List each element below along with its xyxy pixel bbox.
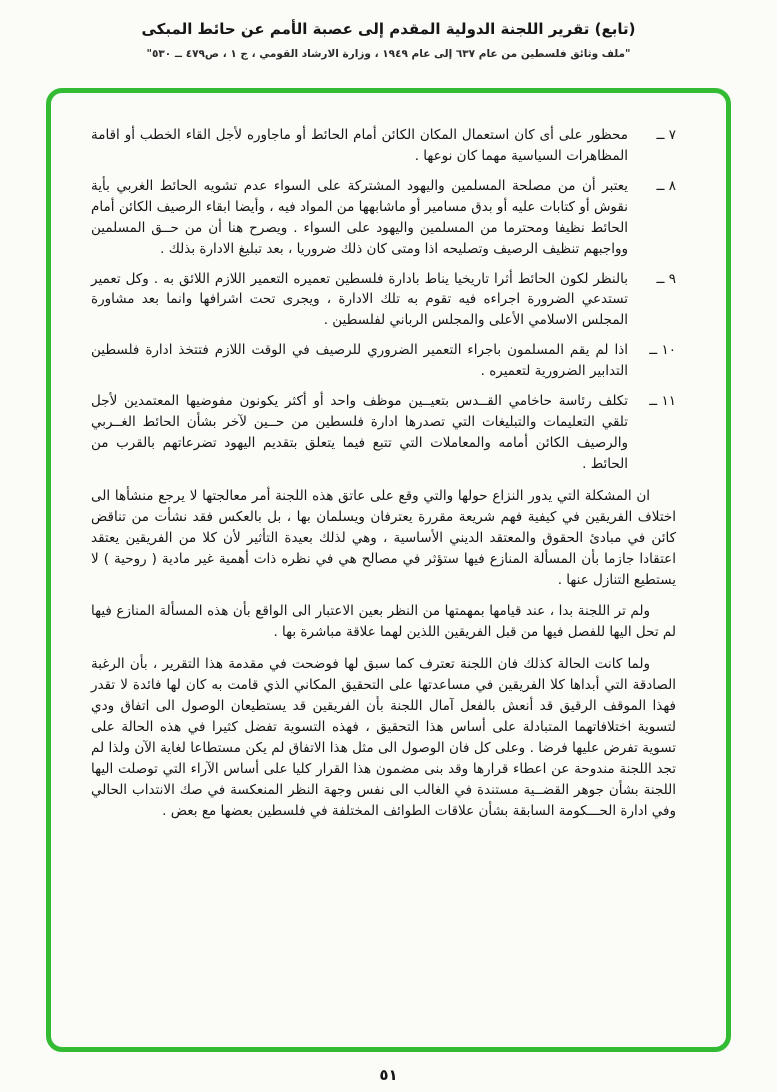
numbered-paragraph: [91, 176, 676, 260]
item-number: ٧ ــ: [656, 127, 676, 143]
body-paragraph: ان المشكلة التي يدور النزاع حولها والتي وقع على عاتق هذه اللجنة أمر معالجتها لا يرجع منشأها الى اختلاف الفريقين في كيفية فهم شريعة مقررة يعترفان ويسلمان بها ، بل بالعكس فقد نشأت من تناقض كائن في مبادئ الحقوق والمعتقد الديني الأساسية ، وهي لذلك بعيدة التأثير لأن كلا من الفريقين يعتقد اعتقادا جازما بأن المسألة المنازع فيها ستؤثر في مصالح هي في نظره ذات أهمية غير مادية ( روحية ) لا يستطيع التنازل عنها .: [91, 487, 676, 588]
document-title: (تابع) تقرير اللجنة الدولية المقدم إلى عصبة الأمم عن حائط المبكى: [141, 20, 636, 38]
source-citation: "ملف وثائق فلسطين من عام ٦٣٧ إلى عام ١٩٤٩ ، وزارة الارشاد القومي ، ج ١ ، ص٤٧٩ ــ ٥٣٠": [146, 48, 631, 60]
item-text: اذا لم يقم المسلمون باجراء التعمير الضروري للرصيف في الوقت اللازم فتتخذ ادارة فلسطين التدابير الضرورية لتعميره .: [91, 342, 628, 380]
body-paragraph: ولما كانت الحالة كذلك فان اللجنة تعترف كما سبق لها فوضحت في مقدمة هذا التقرير ، بأن الرغبة الصادقة التي أبداها كلا الفريقين في مساعدتها على التحقيق المكاني الذي قامت به كان لها فائدة لا تقدر فهذا الموقف الرقيق قد أنعش بالفعل آمال اللجنة بأن الفريقين قد يستطيعان الوصول الى اتفاق ودي لتسوية اختلافاتهما المتبادلة على أساس هذا التحقيق ، فهذه التسوية تفضل كثيرا في هذه الحالة على تسوية تفرض عليها فرضا . وعلى كل فان الوصول الى مثل هذا الاتفاق لم يكن مستطاعا لغاية الآن ولذا لم تجد اللجنة مندوحة عن اعطاء قرارها وقد بنى مضمون هذا القرار كليا على أساس الآراء التي توصلت اليها اللجنة بشأن جوهر القضــية مستندة في الغالب الى نفس وجهة النظر المنعكسة في صك الانتداب الحالي وفي ادارة الحـــكومة السابقة بشأن علاقات الطوائف المختلفة في فلسطين بعضها مع بعض .: [91, 656, 676, 819]
green-highlight-frame: [46, 88, 731, 1052]
item-text: بالنظر لكون الحائط أثرا تاريخيا يناط بادارة فلسطين تعميره التعمير اللازم اللائق به . وكل تعمير تستدعي الضرورة اجراءه فيه تقوم به تلك الادارة ، ويجرى تحت اشرافها وانما بعد مشاورة المجلس الاسلامي الأعلى والمجلس الرباني لفلسطين .: [91, 270, 628, 329]
item-text: محظور على أى كان استعمال المكان الكائن أمام الحائط أو ماجاوره لأجل القاء الخطب أو اقامة المظاهرات السياسية مهما كان نوعها .: [91, 127, 628, 164]
numbered-paragraph: [91, 125, 676, 167]
numbered-paragraph: [91, 391, 676, 475]
document-body: [51, 93, 726, 1047]
page-number: ٥١: [379, 1066, 398, 1084]
page-header: [0, 20, 777, 60]
item-number: ١١ ــ: [649, 393, 676, 410]
item-text: يعتبر أن من مصلحة المسلمين واليهود المشتركة على السواء عدم تشويه الحائط الغربي بأية نقوش أو كتابات عليه أو بدق مسامير أو ماشابهها من المواد فيه ، وأيضا ابقاء الرصيف الكائن أمام الحائط نظيفا ومحترما من المسلمين واليهود على السواء . ويصرح هنا أن من حــق المسلمين وواجبهم تنظيف الرصيف وتصليحه اذا ومتى كان ذلك ضروريا ، بعد تبليغ الادارة بذلك .: [91, 177, 628, 257]
body-paragraph: ولم تر اللجنة بدا ، عند قيامها بمهمتها من النظر بعين الاعتبار الى الواقع بأن هذه المسألة المنازع فيها لم تحل اليها للفصل فيها من قبل الفريقين اللذين لهما علاقة مباشرة بها .: [91, 603, 676, 641]
numbered-paragraph: [91, 269, 676, 332]
item-text: تكلف رئاسة حاخامي القــدس بتعيــين موظف واحد أو أكثر يكونون مفوضيها المعتمدين لأجل تلقي التعليمات والتبليغات التي تصدرها ادارة فلسطين من حــين لآخر بشأن الحائط الغــربي والرصيف الكائن أمامه والمعاملات التي تتبع فيما يتعلق بتقديم اليهود تضرعاتهم بالقرب من الحائط .: [91, 393, 628, 472]
item-number: ٩ ــ: [656, 270, 676, 287]
numbered-paragraph: [91, 340, 676, 382]
item-number: ٨ ــ: [656, 177, 676, 194]
item-number: ١٠ ــ: [649, 342, 676, 359]
